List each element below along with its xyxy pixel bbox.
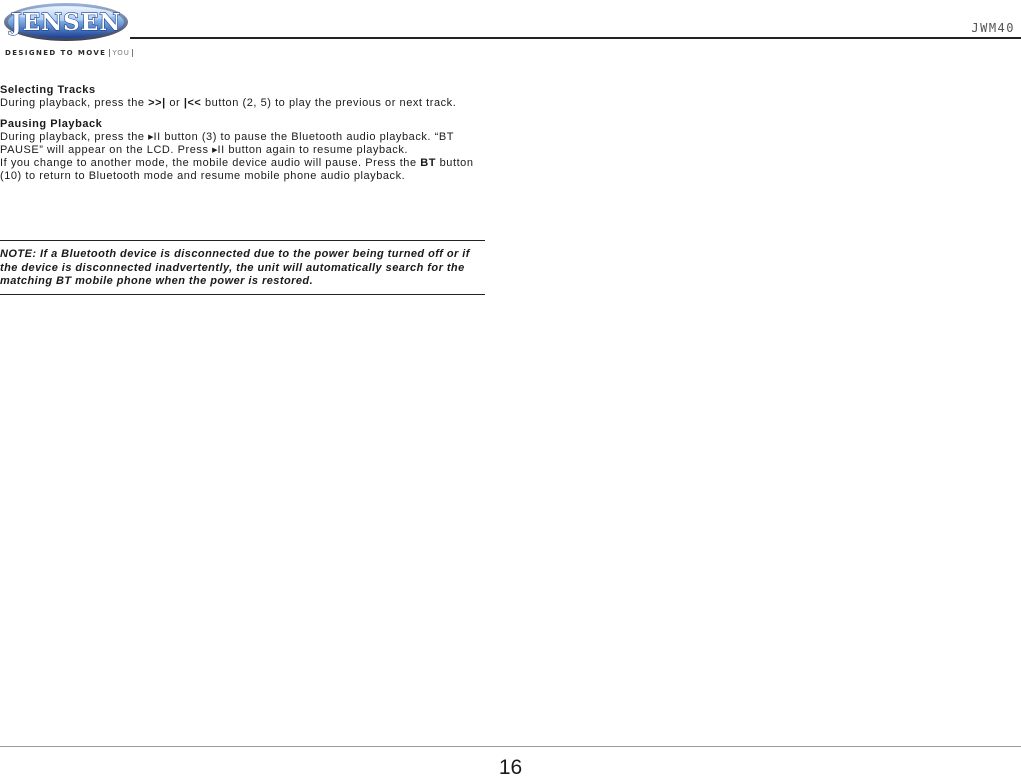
play-pause-icon: ▶ [212,147,218,154]
pausing-text-3: II button again to resume playback. [217,144,408,156]
previous-button-label: |<< [183,97,202,109]
note-text: NOTE: If a Bluetooth device is disconnected due to the power being turned off or if the device is disconnected inadvertently, the unit will automatically search for the matching BT mobile phone when the power is restored. [0,248,470,287]
pausing-text-5: button (10) to return to Bluetooth mode and resume mobile phone audio playback. [0,157,474,182]
pausing-text-1: During playback, press the [0,131,149,143]
selecting-text-1: During playback, press the [0,97,149,109]
selecting-text-3: button (2, 5) to play the previous or next track. [201,97,457,109]
selecting-text-2: or [165,97,184,109]
jensen-logo-badge [3,2,129,42]
page-number: 16 [498,756,523,776]
selecting-tracks-paragraph [0,97,487,110]
next-button-label: >>| [148,97,166,109]
pausing-text-2: II button (3) to pause the Bluetooth audio playback. “BT PAUSE” will appear on the LCD. Press [0,131,454,156]
pausing-playback-paragraph [0,131,487,157]
model-number: JWM40 [971,21,1015,35]
manual-content [0,84,487,183]
mode-change-paragraph [0,157,487,183]
pausing-playback-heading: Pausing Playback [0,118,103,130]
pausing-text-4: If you change to another mode, the mobile device audio will pause. Press the [0,157,421,169]
tagline-text: DESIGNED TO MOVE [5,49,107,57]
brand-tagline [5,47,133,59]
brand-logo [3,2,133,58]
page-header [0,0,1021,60]
play-pause-icon: ▶ [148,134,154,141]
header-divider [130,37,1021,39]
note-box [0,240,485,295]
section-spacer [0,110,487,118]
bt-button-label: BT [420,157,437,169]
footer-divider [0,746,1021,747]
selecting-tracks-heading: Selecting Tracks [0,84,96,96]
tagline-you: YOU [109,49,133,57]
logo-wordmark: JENSEN [10,9,122,36]
